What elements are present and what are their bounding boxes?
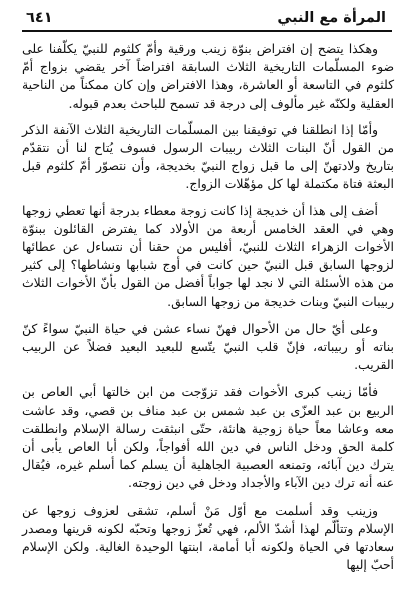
running-title: المرأة مع النبي (277, 10, 386, 26)
paragraph: وأمّا إذا انطلقنا في توفيقنا بين المسلّمات التاريخية الثلاث الآنفة الذكر من القول أنّ البنات الثلاث ربيبات الرسول فسوف يُتاح لنا أن نتقدّم بتاريخ ولادتهنّ إلى ما قبل زواج النبيّ بخديجة، وأن نتصوّر أمّ كلثوم قبل البعثة فتاة مكتملة لها كل مؤهّلات الزواج. (22, 121, 394, 192)
page-number: ٦٤١ (26, 10, 53, 26)
page-header (22, 8, 392, 32)
body-text (22, 40, 394, 583)
paragraph: أضف إلى هذا أن خديجة إذا كانت زوجة معطاء بدرجة أنها تعطي زوجها وهي في العقد الخامس أربعة من الأولاد كما يفترض القائلون ببنوّة الأخوات الزهراء الثلاث للنبيّ، أفليس من حقنا أن نتساءل عن عطائها لزوجها السابق قبل النبيّ حين كانت في أوج شبابها ونشاطها؟ إلى كثير من هذه الأسئلة التي لا نجد لها جواباً أفضل من القول بأنّ الأخوات الثلاث ربيبات النبيّ وبنات خديجة من زوجها السابق. (22, 202, 394, 309)
paragraph: وهكذا يتضح إن افتراض بنوّة زينب ورقية وأمّ كلثوم للنبيّ يكلّفنا على ضوء المسلّمات التاريخية الثلاث السابقة افتراضاً آخر يقضي بزواج أمّ كلثوم في التاسعة أو العاشرة، وهذا الافتراض وإن كان ممكناً من الناحية العقلية ولكنّه غير مألوف إلى درجة قد تسمح للباحث بعدم قبوله. (22, 41, 394, 111)
paragraph: وعلى أيّ حال من الأحوال فهنّ نساء عشن في حياة النبيّ سواءً كنّ بناته أو ربيباته، فإنّ قلب النبيّ يتّسع للبعيد البعيد فضلاً عن الربيب القريب. (22, 320, 394, 373)
paragraph: فأمّا زينب كبرى الأخوات فقد تزوّجت من ابن خالتها أبي العاص بن الربيع بن عبد العزّى بن عبد شمس بن عبد مناف بن قصي، وقد عاشت معه وعاشا معاً حياة زوجية هانئة، حتّى انبثقت رسالة الإسلام وانطلقت كلمة الحق ودخل الناس في دين الله أفواجاً، ولكن أبا العاص يأبى أن يترك دين آبائه، وتمنعه العصبية الجاهلية أن يسلم كما أسلم غيره، فيُقال عنه أنه ترك دين الآباء والأجداد ودخل في دين زوجته. (22, 384, 394, 491)
paragraph: وزينب وقد أسلمت مع أوّل مَنْ أسلم، تشقى لعزوف زوجها عن الإسلام وتتألّم لهذا أشدّ الألم، فهي تُعزّ زوجها وتحبّه لكونه قرينها ومصدر سعادتها في الحياة ولكونه أبا أمامة، ابنتها الوحيدة الغالية. ولكن الإسلام أحبّ إليها (22, 502, 394, 573)
